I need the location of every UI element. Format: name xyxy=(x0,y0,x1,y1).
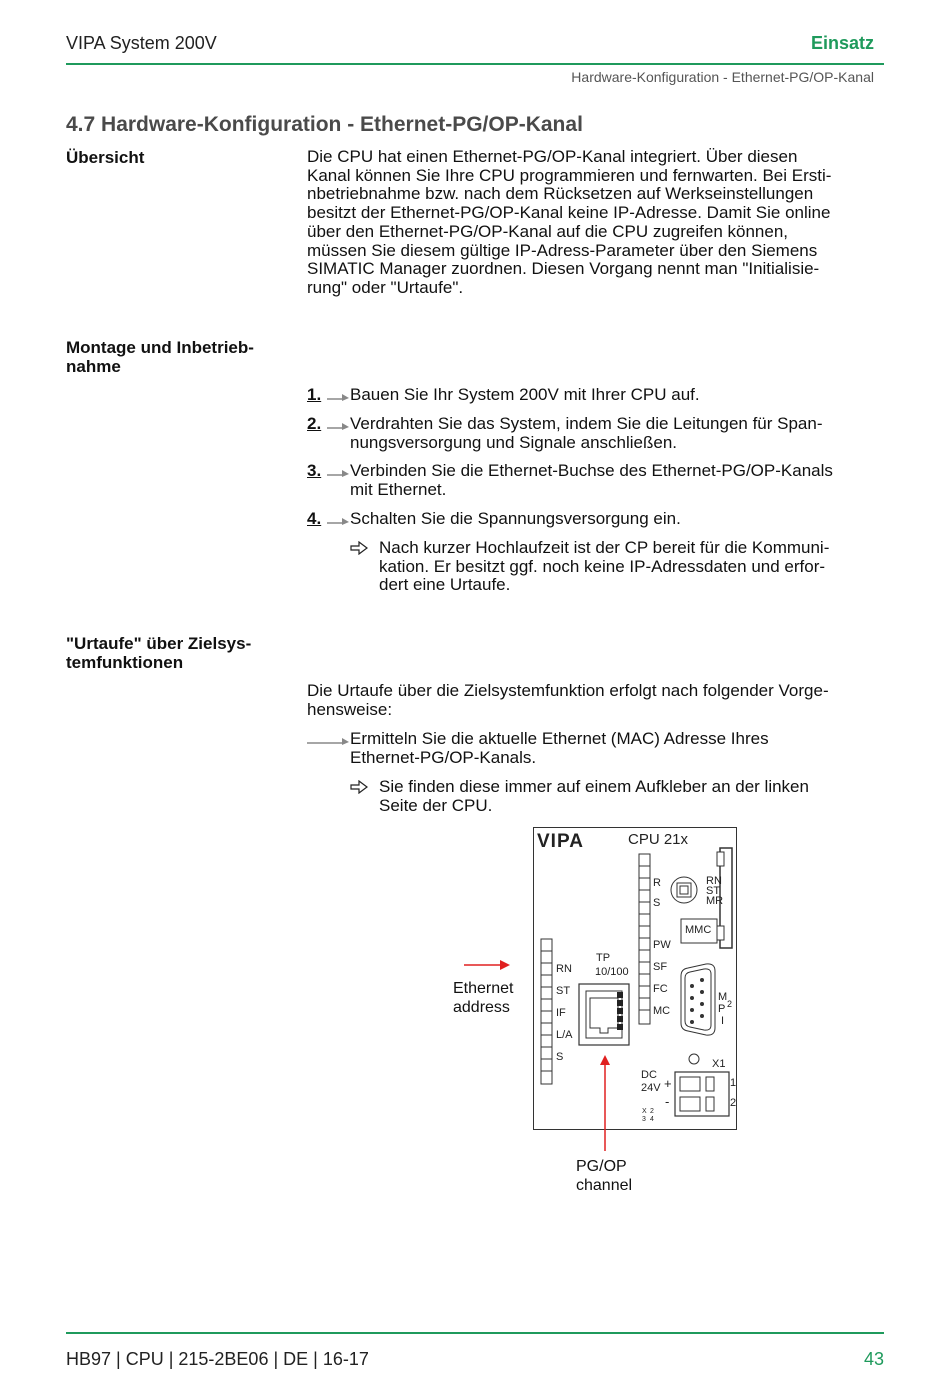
urtaufe-result xyxy=(350,778,880,818)
power-connector xyxy=(675,1072,729,1116)
label-pin-1: 1 xyxy=(730,1077,737,1089)
step-arrow-icon xyxy=(327,392,349,402)
step-text: Ermitteln Sie die aktuelle Ethernet (MAC) Adresse Ihres Ethernet-PG/OP-Kanals. xyxy=(350,729,769,767)
cpu-model-label: CPU 21x xyxy=(628,831,689,848)
pgop-arrow-icon xyxy=(595,1053,615,1153)
step-text: Verdrahten Sie das System, indem Sie die Leitungen für Span- nungsversorgung und Signale anschließen. xyxy=(350,414,823,452)
mode-switch xyxy=(671,877,697,903)
result-arrow-icon xyxy=(350,780,368,794)
ethernet-address-label: Ethernet address xyxy=(453,980,514,1016)
step-number: 4. xyxy=(307,509,322,528)
vipa-logo: VIPA xyxy=(537,831,584,852)
led-label-pw: PW xyxy=(653,939,671,951)
overview-line: nbetriebnahme bzw. nach dem Rücksetzen auf Werkseinstellungen xyxy=(307,184,814,204)
step-text: Schalten Sie die Spannungsversorgung ein. xyxy=(350,509,681,528)
overview-label: Übersicht xyxy=(66,148,145,167)
step-arrow-icon xyxy=(327,468,349,478)
step-arrow-icon xyxy=(327,421,349,431)
urtaufe-step xyxy=(307,730,887,770)
montage-step-4 xyxy=(307,510,887,530)
step-number: 2. xyxy=(307,414,322,433)
rj45-port xyxy=(579,984,629,1045)
label-dc: DC xyxy=(641,1069,657,1081)
result-arrow-icon xyxy=(350,541,368,555)
label-tp-speed: 10/100 xyxy=(595,966,629,978)
label-pin-2: 2 xyxy=(730,1097,737,1109)
led-label-s: S xyxy=(556,1051,564,1063)
overview-line: SIMATIC Manager zuordnen. Diesen Vorgang nennt man "Initialisie- xyxy=(307,259,820,279)
step-arrow-icon xyxy=(307,736,349,746)
montage-step-2 xyxy=(307,415,887,455)
label-mr: MR xyxy=(706,895,724,907)
step-number: 3. xyxy=(307,461,322,480)
page-number: 43 xyxy=(863,1349,884,1369)
section-title: 4.7 Hardware-Konfiguration - Ethernet-PG/OP-Kanal xyxy=(66,113,583,136)
cpu-diagram xyxy=(533,827,737,1130)
label-mpi-p: P xyxy=(718,1003,726,1015)
led-x1 xyxy=(689,1054,699,1064)
label-mpi-2: 2 xyxy=(727,999,733,1009)
footer-document-id: HB97 | CPU | 215-2BE06 | DE | 16-17 xyxy=(66,1349,369,1369)
header-subtitle: Hardware-Konfiguration - Ethernet-PG/OP-Kanal xyxy=(571,69,874,85)
overview-line: rung" oder "Urtaufe". xyxy=(307,277,464,297)
label-x-small-3: 3 xyxy=(642,1116,646,1123)
overview-line: Die CPU hat einen Ethernet-PG/OP-Kanal integriert. Über diesen xyxy=(307,147,798,166)
overview-line: besitzt der Ethernet-PG/OP-Kanal keine IP-Adresse. Damit Sie online xyxy=(307,203,831,223)
label-24v: 24V xyxy=(641,1082,661,1094)
led-label-rn: RN xyxy=(556,963,572,975)
label-s-switch: S xyxy=(653,897,661,909)
montage-label: Montage und Inbetrieb- nahme xyxy=(66,338,254,376)
led-label-mc: MC xyxy=(653,1005,671,1017)
label-x-small-2: 2 xyxy=(650,1108,654,1115)
urtaufe-intro: Die Urtaufe über die Zielsystemfunktion erfolgt nach folgender Vorge- hensweise: xyxy=(307,681,829,719)
overview-paragraph xyxy=(307,148,887,298)
led-label-fc: FC xyxy=(653,983,668,995)
header-document-title: VIPA System 200V xyxy=(66,33,217,53)
step-text: Bauen Sie Ihr System 200V mit Ihrer CPU auf. xyxy=(350,385,700,404)
step-number: 1. xyxy=(307,385,322,404)
header-chapter: Einsatz xyxy=(810,33,874,53)
result-text: Nach kurzer Hochlaufzeit ist der CP bereit für die Kommuni- kation. Er besitzt ggf. noch keine IP-Adressdaten und erfor- dert eine Urtaufe. xyxy=(379,538,830,595)
mpi-port xyxy=(681,964,715,1035)
montage-step-3 xyxy=(307,462,887,502)
montage-result xyxy=(350,539,880,599)
overview-line: über den Ethernet-PG/OP-Kanal auf die CPU zugreifen können, xyxy=(307,221,789,241)
led-label-st: ST xyxy=(556,985,571,997)
label-rn: RN xyxy=(706,875,722,887)
header-rule xyxy=(66,63,884,65)
label-mmc: MMC xyxy=(685,924,712,936)
label-st: ST xyxy=(706,885,721,897)
led-label-la: L/A xyxy=(556,1029,573,1041)
step-arrow-icon xyxy=(327,516,349,526)
label-plus: + xyxy=(664,1076,672,1091)
overview-line: Kanal können Sie Ihre CPU programmieren und fernwarten. Bei Ersti- xyxy=(307,165,832,185)
step-text: Verbinden Sie die Ethernet-Buchse des Ethernet-PG/OP-Kanals mit Ethernet. xyxy=(350,461,833,499)
label-x1: X1 xyxy=(712,1058,726,1070)
ethernet-arrow-icon xyxy=(460,955,520,975)
overview-line: müssen Sie diesem gültige IP-Adress-Parameter über den Siemens xyxy=(307,240,818,260)
montage-step-1 xyxy=(307,386,887,406)
label-mpi-i: I xyxy=(721,1015,725,1027)
label-minus: - xyxy=(665,1094,670,1109)
footer-rule xyxy=(66,1332,884,1334)
result-text: Sie finden diese immer auf einem Aufkleber an der linken Seite der CPU. xyxy=(379,777,809,815)
led-label-sf: SF xyxy=(653,961,668,973)
label-x-small: X xyxy=(642,1108,647,1115)
middle-led-strip xyxy=(639,854,650,1024)
pgop-channel-label: PG/OP channel xyxy=(576,1158,633,1194)
label-x-small-4: 4 xyxy=(650,1116,654,1123)
label-r: R xyxy=(653,877,661,889)
urtaufe-label: "Urtaufe" über Zielsys- temfunktionen xyxy=(66,634,252,672)
left-led-strip xyxy=(541,939,552,1084)
label-mpi-m: M xyxy=(718,991,728,1003)
label-tp: TP xyxy=(596,952,611,964)
led-label-if: IF xyxy=(556,1007,566,1019)
cpu-diagram-graphics xyxy=(534,828,735,1128)
